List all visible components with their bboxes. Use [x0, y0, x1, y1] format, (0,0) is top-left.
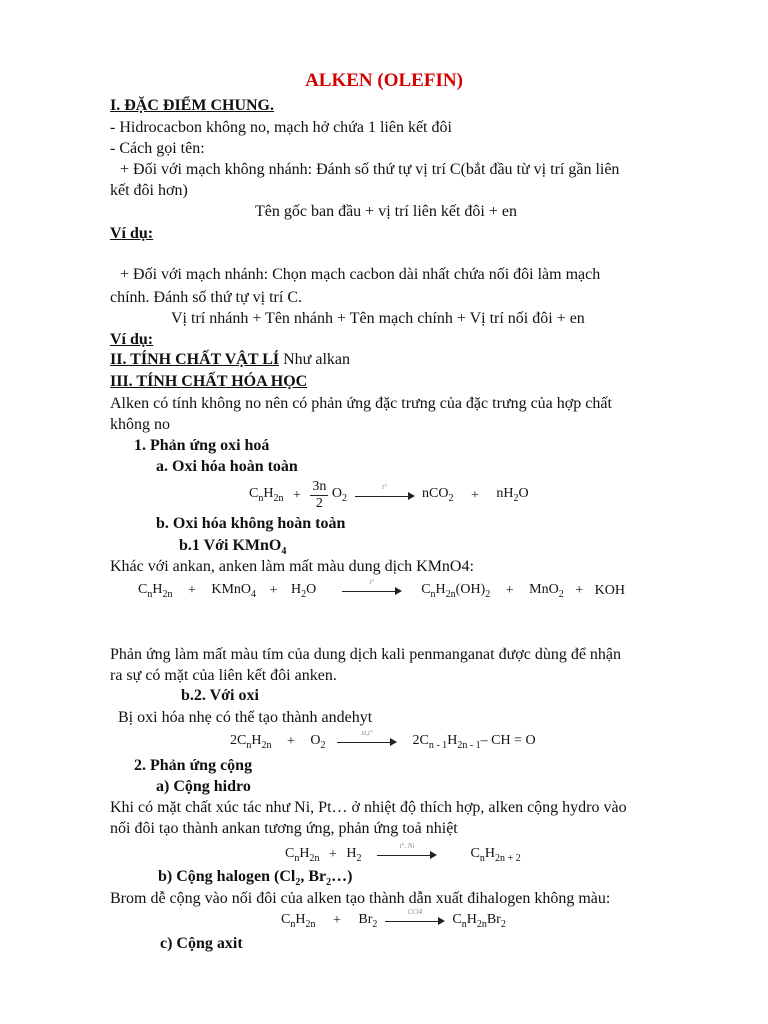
kmno4-note-line-2: ra sự có mặt của liên kết đôi anken.: [110, 667, 337, 684]
halogen-addition-heading: b) Cộng halogen ($Cl_2$, $Br_2\dots$): [158, 868, 353, 889]
section-2-line: [110, 350, 350, 370]
eq2-plus-4: +: [575, 583, 584, 599]
equation-bromination: [281, 908, 506, 931]
oxidation-heading: 1. Phản ứng oxi hoá: [134, 437, 270, 454]
equation-aldehyde: [230, 729, 536, 752]
eq4-plus: +: [328, 847, 337, 863]
hydrogen-text-line-1: Khi có mặt chất xúc tác như Ni, Pt… ở nhiệt độ thích hợp, alken cộng hydro vào: [110, 799, 627, 816]
eq5-product: $C_nH_{2n}Br_2$: [452, 912, 506, 931]
partial-oxidation-heading: b. Oxi hóa không hoàn toàn: [156, 515, 346, 532]
example-label-1: Ví dụ:: [110, 225, 154, 242]
eq2-alkene: $C_nH_{2n}$: [138, 582, 173, 601]
eq2-plus-1: +: [187, 583, 196, 599]
section-2-text: Như alkan: [279, 351, 350, 368]
hydrogen-text-line-2: nối đôi tạo thành ankan tương ứng, phản ứng toả nhiệt: [110, 820, 458, 837]
eq2-diol: $C_nH_{2n}(OH)_2$: [421, 582, 491, 601]
equation-combustion: [249, 479, 529, 512]
eq2-koh: KOH: [594, 583, 625, 599]
section-3-heading: III. TÍNH CHẤT HÓA HỌC: [110, 373, 308, 390]
eq4-arrow: t°, Ni: [377, 848, 437, 862]
eq4-alkane: $C_nH_{2n + 2}$: [470, 846, 521, 865]
eq1-coefficient: $\frac{3n}{2}$: [312, 479, 327, 511]
eq1-plus-2: +: [470, 487, 479, 503]
eq5-arrow: CCl4: [385, 914, 445, 928]
section-3-intro-line-1: Alken có tính không no nên có phản ứng đặc trưng của đặc trưng của hợp chất: [110, 395, 612, 412]
eq2-mno2: MnO$_2$: [529, 582, 564, 601]
full-oxidation-heading: a. Oxi hóa hoàn toàn: [156, 458, 298, 475]
eq4-alkene: $C_nH_{2n}$: [285, 846, 320, 865]
branched-rule-line-1: + Đối với mạch nhánh: Chọn mạch cacbon dài nhất chứa nối đôi làm mạch: [120, 266, 601, 283]
eq2-plus-3: +: [505, 583, 514, 599]
section-2-heading: II. TÍNH CHẤT VẬT LÍ: [110, 351, 280, 368]
eq3-product: $2C_{n - 1}H_{2n - 1}-$ CH = O: [412, 733, 536, 752]
acid-addition-heading: c) Cộng axit: [160, 935, 243, 952]
unbranched-rule-line-2: kết đôi hơn): [110, 182, 188, 199]
equation-kmno4: [138, 578, 625, 601]
definition-text: - Hidrocacbon không no, mạch hở chứa 1 liên kết đôi: [110, 119, 452, 136]
eq5-plus: +: [332, 913, 341, 929]
eq1-arrow: t°: [355, 489, 415, 503]
eq3-oxygen: $O_2$: [310, 733, 326, 752]
eq2-water: $H_2O$: [290, 582, 317, 601]
equation-hydrogenation: [285, 842, 521, 865]
oxygen-text: Bị oxi hóa nhẹ có thể tạo thành andehyt: [118, 709, 373, 726]
eq1-reactant: $C_nH_{2n}$: [249, 486, 284, 505]
bromine-text: Brom dễ cộng vào nối đôi của alken tạo thành dẫn xuất đihalogen không màu:: [110, 890, 611, 907]
eq2-arrow: t°: [342, 584, 402, 598]
eq2-plus-2: +: [269, 583, 278, 599]
eq3-plus: +: [286, 734, 295, 750]
hydrogen-addition-heading: a) Cộng hidro: [156, 778, 251, 795]
page-title: ALKEN (OLEFIN): [305, 70, 463, 91]
eq3-arrow: xt,t°: [337, 735, 397, 749]
eq1-co2: nCO$_2$: [422, 486, 454, 505]
eq5-alkene: $C_nH_{2n}$: [281, 912, 316, 931]
eq3-reactant: $2C_nH_{2n}$: [230, 733, 272, 752]
eq4-hydrogen: $H_2$: [346, 846, 362, 865]
section-3-intro-line-2: không no: [110, 416, 170, 433]
branched-rule-line-2: chính. Đánh số thứ tự vị trí C.: [110, 289, 302, 306]
kmno4-text: Khác với ankan, anken làm mất màu dung dịch KMnO4:: [110, 558, 474, 575]
section-1-heading: I. ĐẶC ĐIỂM CHUNG.: [110, 97, 274, 114]
kmno4-heading: b.1 Với KMnO$_4$: [179, 537, 287, 558]
example-label-2: Ví dụ:: [110, 331, 154, 348]
naming-formula-2: Vị trí nhánh + Tên nhánh + Tên mạch chính + Vị trí nối đôi + en: [171, 310, 585, 327]
eq1-water: $nH_2O$: [496, 486, 529, 505]
eq1-plus: +: [292, 487, 301, 503]
eq2-kmno4: KMnO$_4$: [211, 582, 257, 601]
naming-formula-1: Tên gốc ban đầu + vị trí liên kết đôi + en: [255, 203, 517, 220]
eq5-bromine: $Br_2$: [358, 912, 378, 931]
kmno4-note-line-1: Phản ứng làm mất màu tím của dung dịch kali penmanganat được dùng để nhận: [110, 646, 622, 663]
unbranched-rule-line-1: + Đối với mạch không nhánh: Đánh số thứ tự vị trí C(bắt đầu từ vị trí gần liên: [120, 161, 620, 178]
eq1-oxygen: $O_2$: [331, 486, 347, 505]
addition-heading: 2. Phản ứng cộng: [134, 757, 253, 774]
naming-label: - Cách gọi tên:: [110, 140, 205, 157]
oxygen-heading: b.2. Với oxi: [181, 687, 259, 704]
